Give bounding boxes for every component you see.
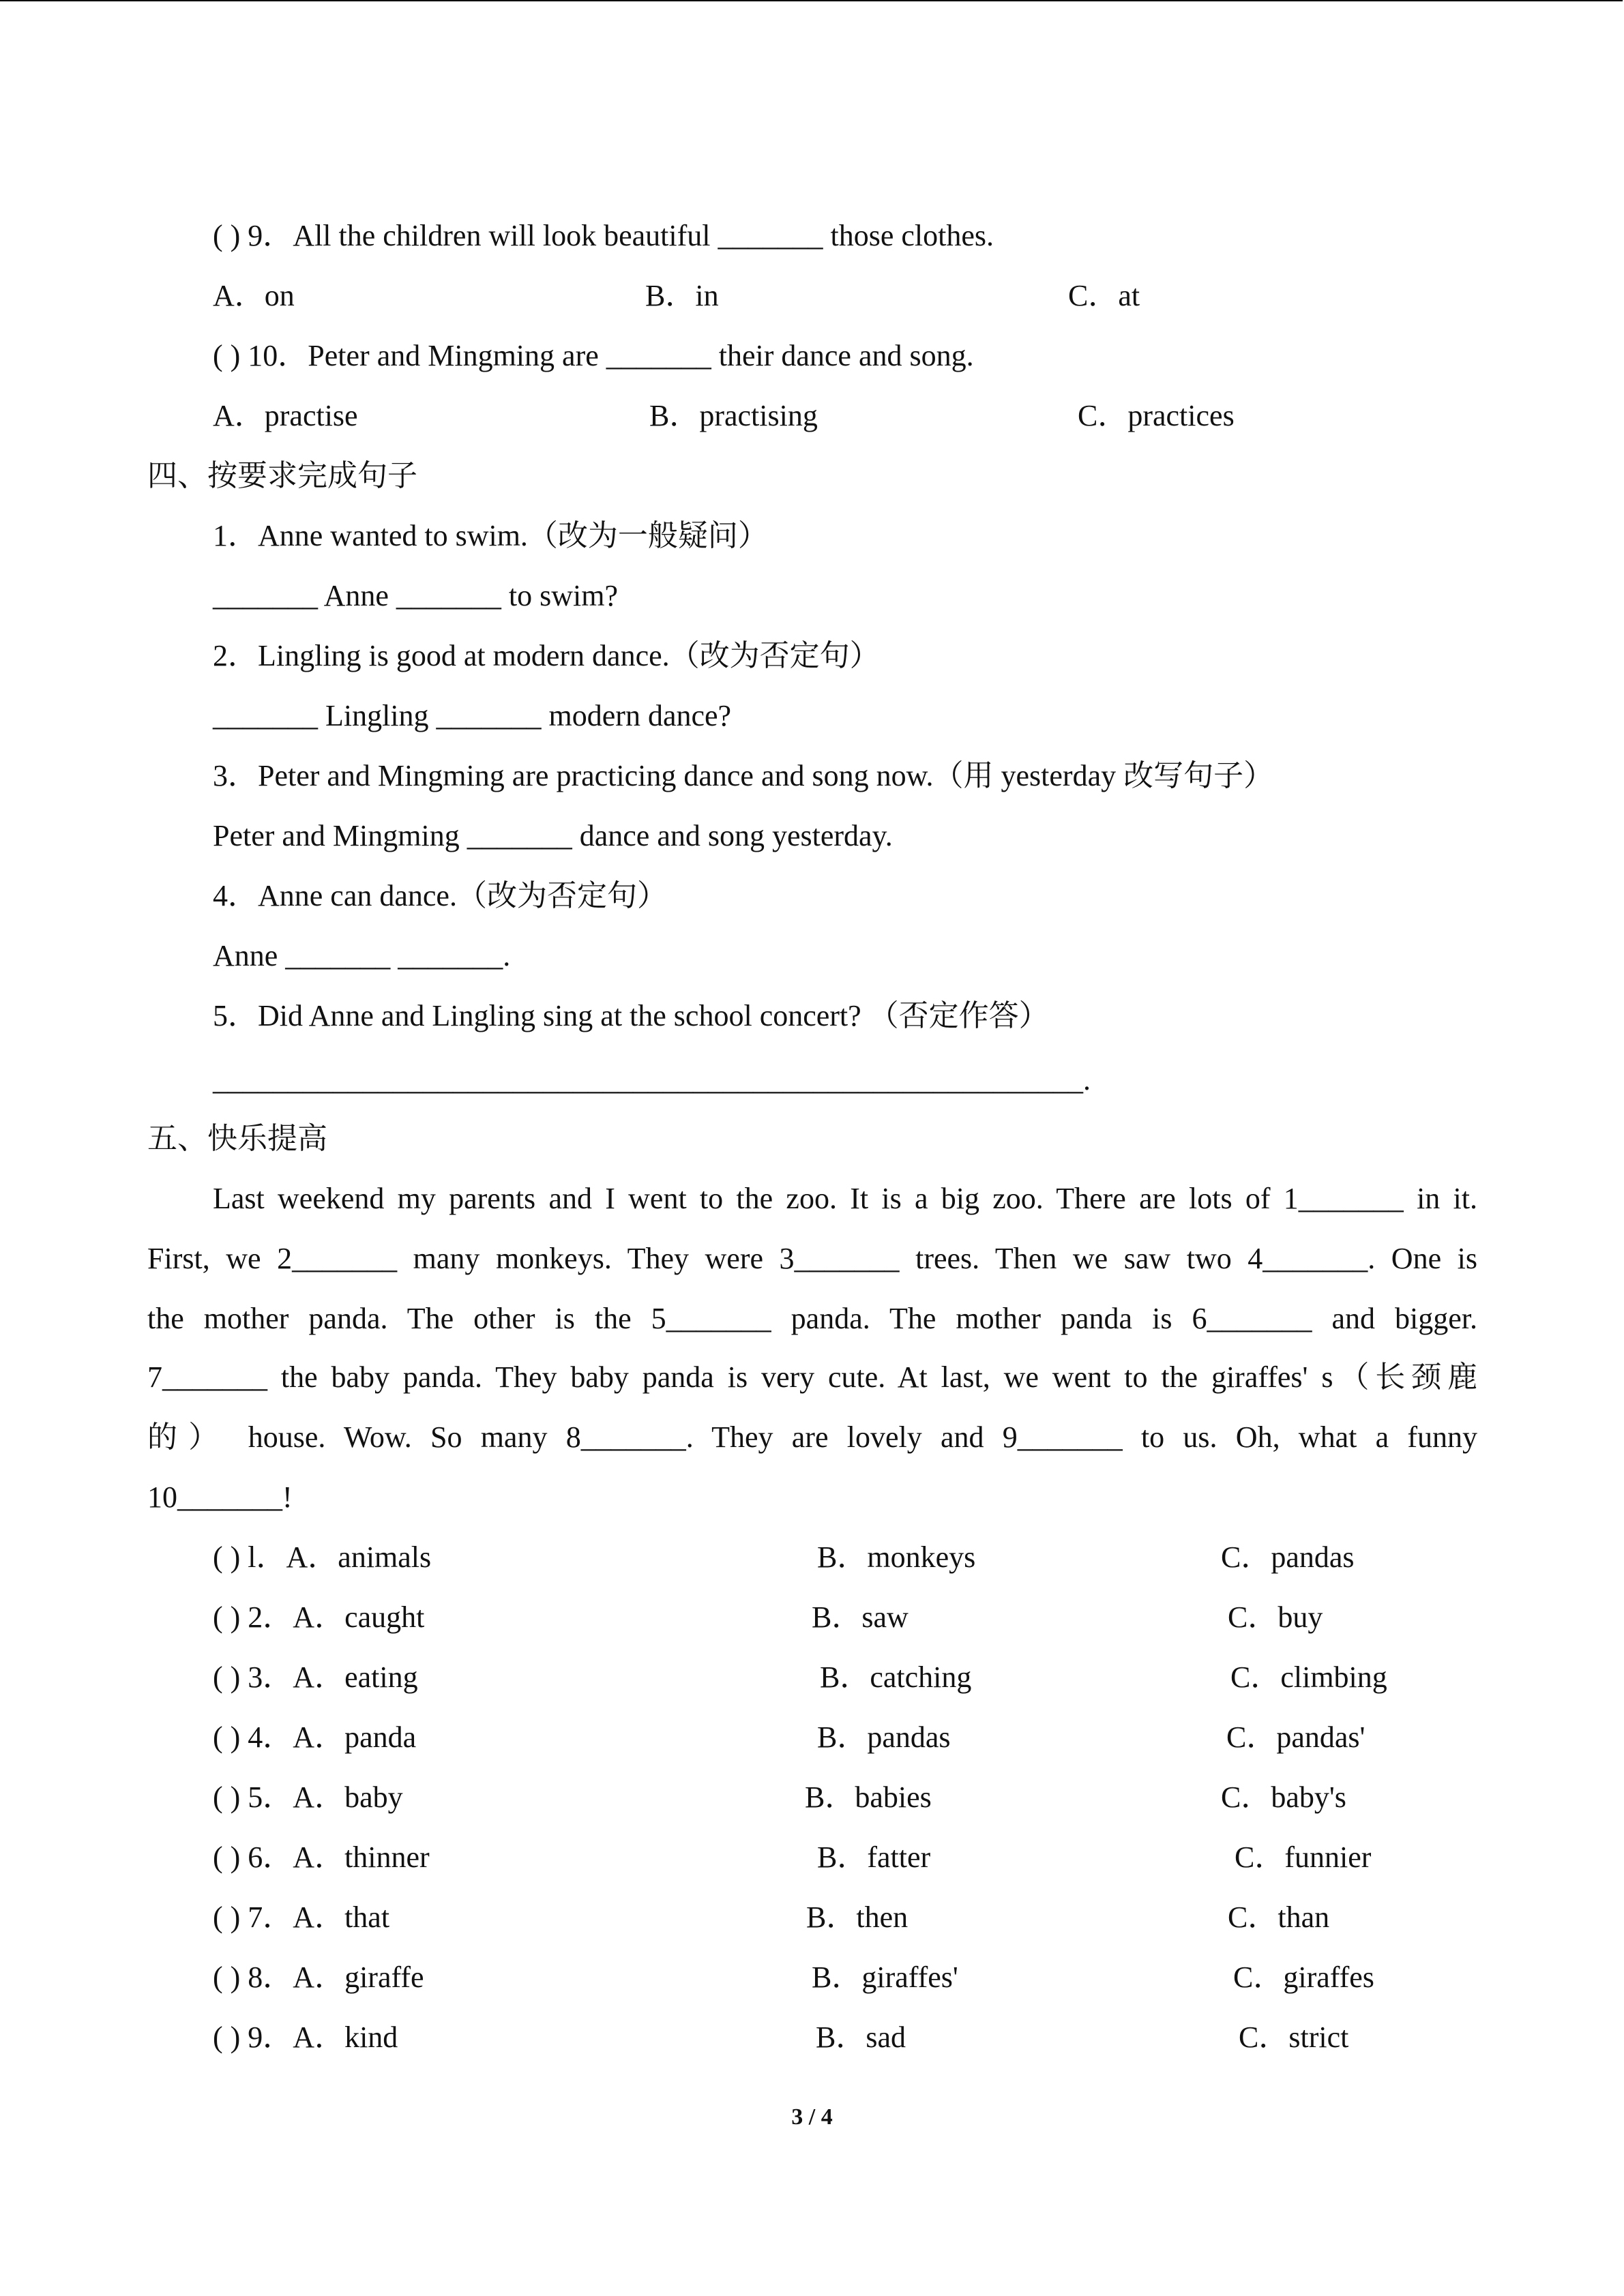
- s5-question-9-stem: ( ) 9．A．kind: [213, 2021, 398, 2054]
- s5-question-6-option-c: C．funnier: [1235, 1840, 1372, 1874]
- question-10-option-a: A．practise: [213, 399, 358, 432]
- s5-question-8-option-b: B．giraffes': [812, 1960, 958, 1994]
- s4-item-1-answer: _______ Anne _______ to swim?: [213, 579, 618, 612]
- s5-question-7-stem: ( ) 7．A．that: [213, 1900, 390, 1934]
- s4-item-5-question: 5．Did Anne and Lingling sing at the school concert? （否定作答）: [213, 999, 1049, 1032]
- s4-item-3-answer: Peter and Mingming _______ dance and song yesterday.: [213, 819, 893, 852]
- section-5-heading: 五、快乐提高: [147, 1122, 327, 1155]
- question-9-option-a: A．on: [213, 279, 295, 312]
- s5-question-4-option-b: B．pandas: [817, 1720, 951, 1754]
- s4-item-2-answer: _______ Lingling _______ modern dance?: [213, 699, 732, 732]
- s4-item-4-question: 4．Anne can dance.（改为否定句）: [213, 879, 667, 912]
- question-10-stem: ( ) 10．Peter and Mingming are _______ their dance and song.: [213, 339, 974, 372]
- s5-question-6-stem: ( ) 6．A．thinner: [213, 1840, 430, 1874]
- s5-question-6-option-b: B．fatter: [817, 1840, 931, 1874]
- s5-question-1-option-b: B．monkeys: [817, 1540, 976, 1574]
- s5-question-5-option-c: C．baby's: [1221, 1780, 1346, 1814]
- question-9-option-b: B．in: [645, 279, 719, 312]
- s4-item-5-answer: __________________________________________________________.: [213, 1063, 1091, 1097]
- s5-question-4-stem: ( ) 4．A．panda: [213, 1720, 417, 1754]
- question-9-option-c: C．at: [1068, 279, 1140, 312]
- question-10-option-b: B．practising: [649, 399, 818, 432]
- passage-line-2: First, we 2_______ many monkeys. They were 3_______ trees. Then we saw two 4_______. One is: [147, 1242, 1477, 1275]
- section-4-heading: 四、按要求完成句子: [147, 459, 417, 492]
- s5-question-1-option-c: C．pandas: [1221, 1540, 1355, 1574]
- s4-item-3-question: 3．Peter and Mingming are practicing dance and song now.（用 yesterday 改写句子）: [213, 759, 1274, 792]
- s5-question-3-option-c: C．climbing: [1230, 1660, 1387, 1694]
- page-number: 3 / 4: [791, 2104, 833, 2130]
- question-10-option-c: C．practices: [1078, 399, 1235, 432]
- passage-line-1: Last weekend my parents and I went to the zoo. It is a big zoo. There are lots of 1_______ in it.: [213, 1182, 1477, 1215]
- s5-question-9-option-c: C．strict: [1239, 2021, 1349, 2054]
- s4-item-1-question: 1．Anne wanted to swim.（改为一般疑问）: [213, 519, 768, 552]
- s5-question-4-option-c: C．pandas': [1226, 1720, 1365, 1754]
- s5-question-2-option-c: C．buy: [1228, 1600, 1323, 1634]
- passage-line-6: 10_______!: [147, 1480, 293, 1514]
- s5-question-7-option-b: B．then: [806, 1900, 909, 1934]
- s5-question-8-option-c: C．giraffes: [1233, 1960, 1374, 1994]
- s4-item-2-question: 2．Lingling is good at modern dance.（改为否定句）: [213, 639, 880, 672]
- passage-line-5: 的） house. Wow. So many 8_______. They are lovely and 9_______ to us. Oh, what a funny: [147, 1420, 1477, 1454]
- s5-question-2-option-b: B．saw: [812, 1600, 909, 1634]
- s5-question-9-option-b: B．sad: [816, 2021, 906, 2054]
- page-top-border: [0, 0, 1623, 1]
- s5-question-8-stem: ( ) 8．A．giraffe: [213, 1960, 424, 1994]
- s5-question-3-option-b: B．catching: [820, 1660, 972, 1694]
- s5-question-7-option-c: C．than: [1228, 1900, 1330, 1934]
- s5-question-1-stem: ( ) l．A．animals: [213, 1540, 432, 1574]
- s4-item-4-answer: Anne _______ _______.: [213, 939, 511, 972]
- s5-question-3-stem: ( ) 3．A．eating: [213, 1660, 418, 1694]
- s5-question-5-option-b: B．babies: [805, 1780, 932, 1814]
- s5-question-5-stem: ( ) 5．A．baby: [213, 1780, 403, 1814]
- passage-line-4: 7_______ the baby panda. They baby panda is very cute. At last, we went to the giraffes' s（长颈鹿: [147, 1360, 1477, 1394]
- s5-question-2-stem: ( ) 2．A．caught: [213, 1600, 425, 1634]
- passage-line-3: the mother panda. The other is the 5_______ panda. The mother panda is 6_______ and bigger.: [147, 1302, 1477, 1335]
- question-9-stem: ( ) 9．All the children will look beautiful _______ those clothes.: [213, 219, 994, 252]
